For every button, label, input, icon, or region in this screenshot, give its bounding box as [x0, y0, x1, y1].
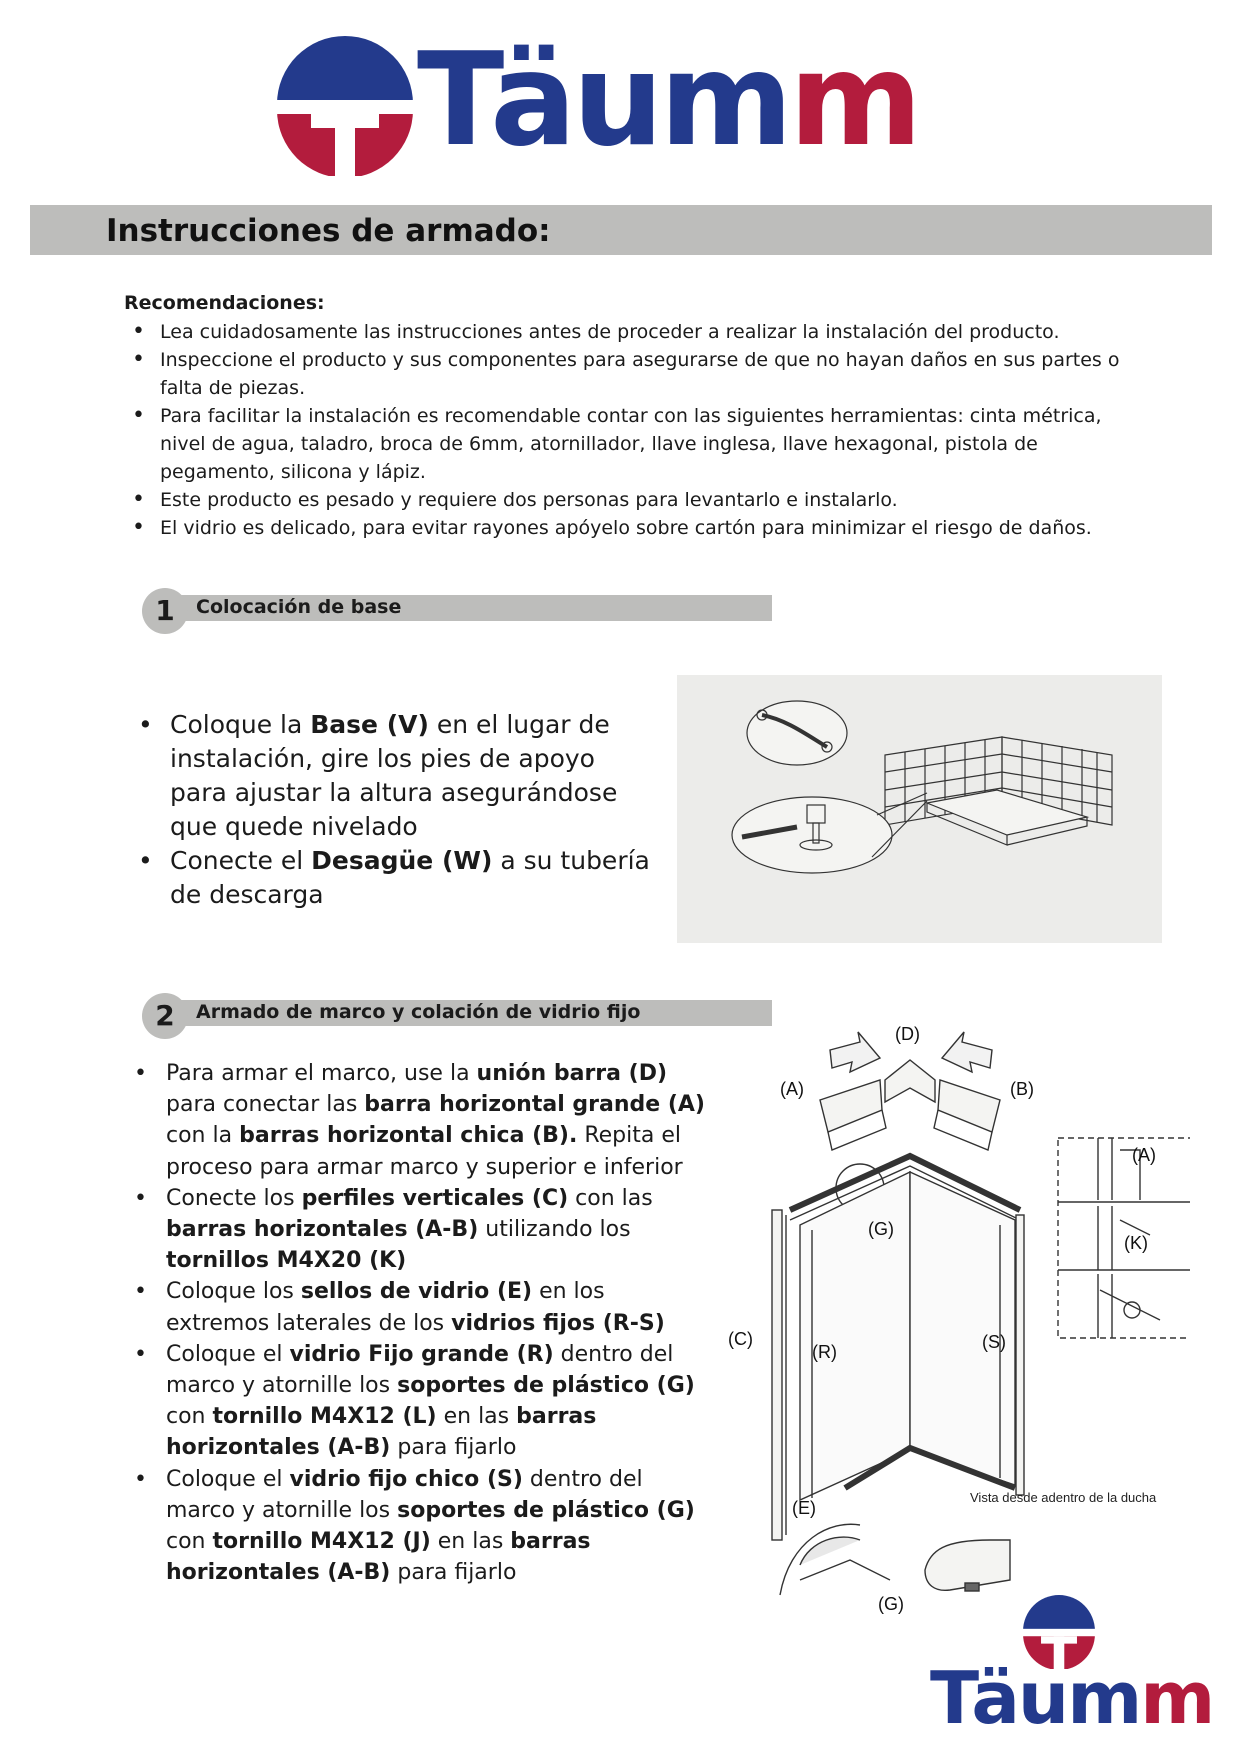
recommendations-title: Recomendaciones:: [124, 292, 325, 314]
label-g-detail: (G): [878, 1594, 904, 1614]
step-2-number: 2: [142, 993, 188, 1039]
step-2-header: [142, 993, 772, 1033]
title-bar: [30, 205, 1212, 255]
label-k: (K): [1124, 1233, 1148, 1253]
step-2-item: • Coloque el vidrio Fijo grande (R) dentro del marco y atornille los soportes de plástico (G) con tornillo M4X12 (L) en las barras horizontales (A-B) para fijarlo: [134, 1339, 714, 1464]
recommendation-item: • Para facilitar la instalación es recomendable contar con las siguientes herramientas: cinta métrica, nivel de agua, taladro, broca de 6mm, atornillador, llave inglesa, llave hexagonal, pistola de pegamento, silicona y lápiz.: [132, 402, 1132, 486]
step-1-header: [142, 588, 772, 628]
step-2-item: • Conecte los perfiles verticales (C) con las barras horizontales (A-B) utilizando los tornillos M4X20 (K): [134, 1183, 714, 1277]
recommendation-item: • Este producto es pesado y requiere dos personas para levantarlo e instalarlo.: [132, 486, 1132, 514]
label-s: (S): [982, 1332, 1006, 1352]
label-b: (B): [1010, 1079, 1034, 1099]
step-1-title: Colocación de base: [196, 596, 402, 618]
label-d: (D): [895, 1024, 920, 1044]
label-a-detail: (A): [1132, 1145, 1156, 1165]
label-r: (R): [812, 1342, 837, 1362]
step-1-number: 1: [142, 588, 188, 634]
brand-wordmark: Täumm: [417, 26, 919, 175]
step-2-item: • Para armar el marco, use la unión barra (D) para conectar las barra horizontal grande (A) con la barras horizontal chica (B). Repita el proceso para armar marco y superior e inferior: [134, 1058, 714, 1183]
brand-logo-bottom: [930, 1595, 1220, 1745]
brand-t-emblem-icon: [275, 36, 415, 176]
diagram-caption: Vista desde adentro de la ducha: [970, 1490, 1157, 1505]
step-1-item: • Coloque la Base (V) en el lugar de instalación, gire los pies de apoyo para ajustar la altura asegurándose que quede nivelado: [138, 708, 658, 844]
recommendation-item: • El vidrio es delicado, para evitar rayones apóyelo sobre cartón para minimizar el riesgo de daños.: [132, 514, 1132, 542]
shower-base-drawing: [677, 675, 1162, 943]
frame-assembly-diagram: [720, 1020, 1190, 1615]
recommendation-item: • Inspeccione el producto y sus componentes para asegurarse de que no hayan daños en sus partes o falta de piezas.: [132, 346, 1132, 402]
recommendation-item: • Lea cuidadosamente las instrucciones antes de proceder a realizar la instalación del producto.: [132, 318, 1132, 346]
label-c: (C): [728, 1329, 753, 1349]
step-2-item: • Coloque los sellos de vidrio (E) en los extremos laterales de los vidrios fijos (R-S): [134, 1276, 714, 1338]
step-2-list: [134, 1058, 714, 1588]
brand-logo-top: [275, 26, 935, 176]
label-e: (E): [792, 1498, 816, 1518]
page-title: Instrucciones de armado:: [106, 213, 551, 249]
brand-wordmark-bottom: Täumm: [930, 1656, 1214, 1740]
base-installation-illustration: [677, 675, 1162, 943]
label-a: (A): [780, 1079, 804, 1099]
recommendations-list: [132, 318, 1132, 542]
step-2-item: • Coloque el vidrio fijo chico (S) dentro del marco y atornille los soportes de plástico (G) con tornillo M4X12 (J) en las barras horizontales (A-B) para fijarlo: [134, 1464, 714, 1589]
step-1-item: • Conecte el Desagüe (W) a su tubería de descarga: [138, 844, 658, 912]
step-1-list: [138, 708, 658, 912]
step-2-title: Armado de marco y colación de vidrio fijo: [196, 1001, 641, 1023]
label-g: (G): [868, 1219, 894, 1239]
